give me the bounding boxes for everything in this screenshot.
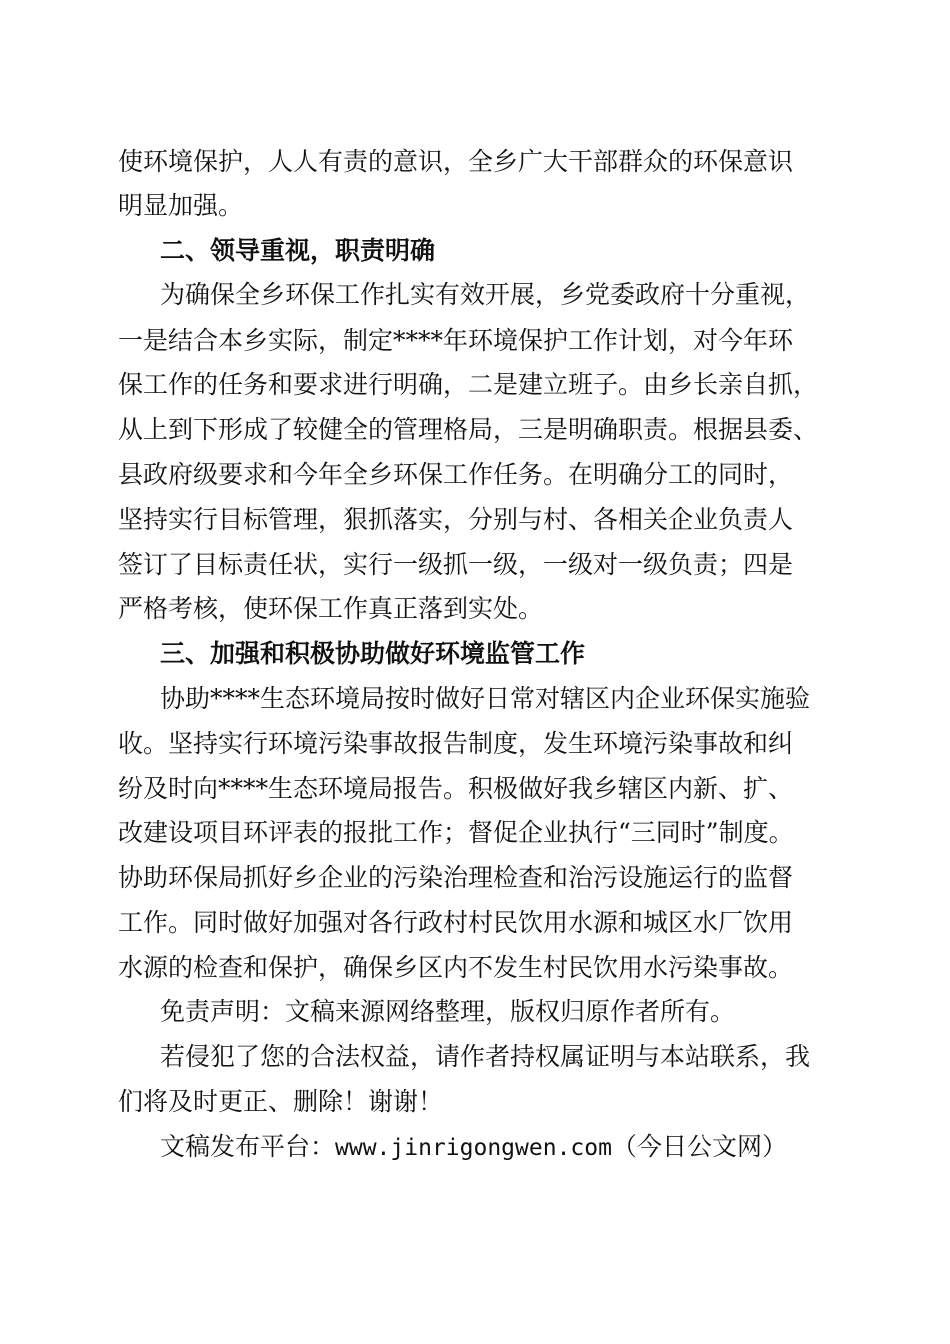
section-3-line-3: 纷及时向****生态环境局报告。积极做好我乡辖区内新、扩、	[118, 774, 794, 803]
section-2-line-4: 从上到下形成了较健全的管理格局，三是明确职责。根据县委、	[118, 415, 819, 444]
section-2-line-7: 签订了目标责任状，实行一级抓一级，一级对一级负责；四是	[118, 550, 794, 579]
section-2-line-1: 为确保全乡环保工作扎实有效开展，乡党委政府十分重视，	[160, 280, 811, 309]
section-3-line-5: 协助环保局抓好乡企业的污染治理检查和治污设施运行的监督	[118, 863, 794, 892]
section-3-line-4: 改建设项目环评表的报批工作；督促企业执行“三同时”制度。	[118, 818, 794, 847]
platform-name: （今日公文网）	[611, 1132, 787, 1161]
platform-line	[160, 1125, 787, 1169]
infringement-line-1: 若侵犯了您的合法权益，请作者持权属证明与本站联系，我	[160, 1042, 811, 1071]
section-2-line-2: 一是结合本乡实际，制定****年环境保护工作计划，对今年环	[118, 326, 794, 355]
infringement-line-2: 们将及时更正、删除！谢谢！	[118, 1087, 444, 1116]
intro-line-1: 使环境保护，人人有责的意识，全乡广大干部群众的环保意识	[118, 147, 794, 176]
platform-url[interactable]: www.jinrigongwen.com	[335, 1135, 612, 1161]
platform-label: 文稿发布平台：	[160, 1132, 336, 1161]
section-3-line-2: 收。坚持实行环境污染事故报告制度，发生环境污染事故和纠	[118, 729, 794, 758]
section-2-line-6: 坚持实行目标管理，狠抓落实，分别与村、各相关企业负责人	[118, 505, 794, 534]
section-3-line-7: 水源的检查和保护，确保乡区内不发生村民饮用水污染事故。	[118, 953, 794, 982]
section-3-line-6: 工作。同时做好加强对各行政村村民饮用水源和城区水厂饮用	[118, 908, 794, 937]
section-2-line-8: 严格考核，使环保工作真正落到实处。	[118, 594, 544, 623]
section-3-heading: 三、加强和积极协助做好环境监管工作	[160, 639, 586, 668]
disclaimer: 免责声明：文稿来源网络整理，版权归原作者所有。	[160, 997, 736, 1026]
intro-line-2: 明显加强。	[118, 191, 244, 220]
section-2-line-3: 保工作的任务和要求进行明确，二是建立班子。由乡长亲自抓，	[118, 370, 819, 399]
section-2-heading: 二、领导重视，职责明确	[160, 236, 436, 265]
section-2-line-5: 县政府级要求和今年全乡环保工作任务。在明确分工的同时，	[118, 460, 794, 489]
section-3-line-1: 协助****生态环境局按时做好日常对辖区内企业环保实施验	[160, 684, 811, 713]
